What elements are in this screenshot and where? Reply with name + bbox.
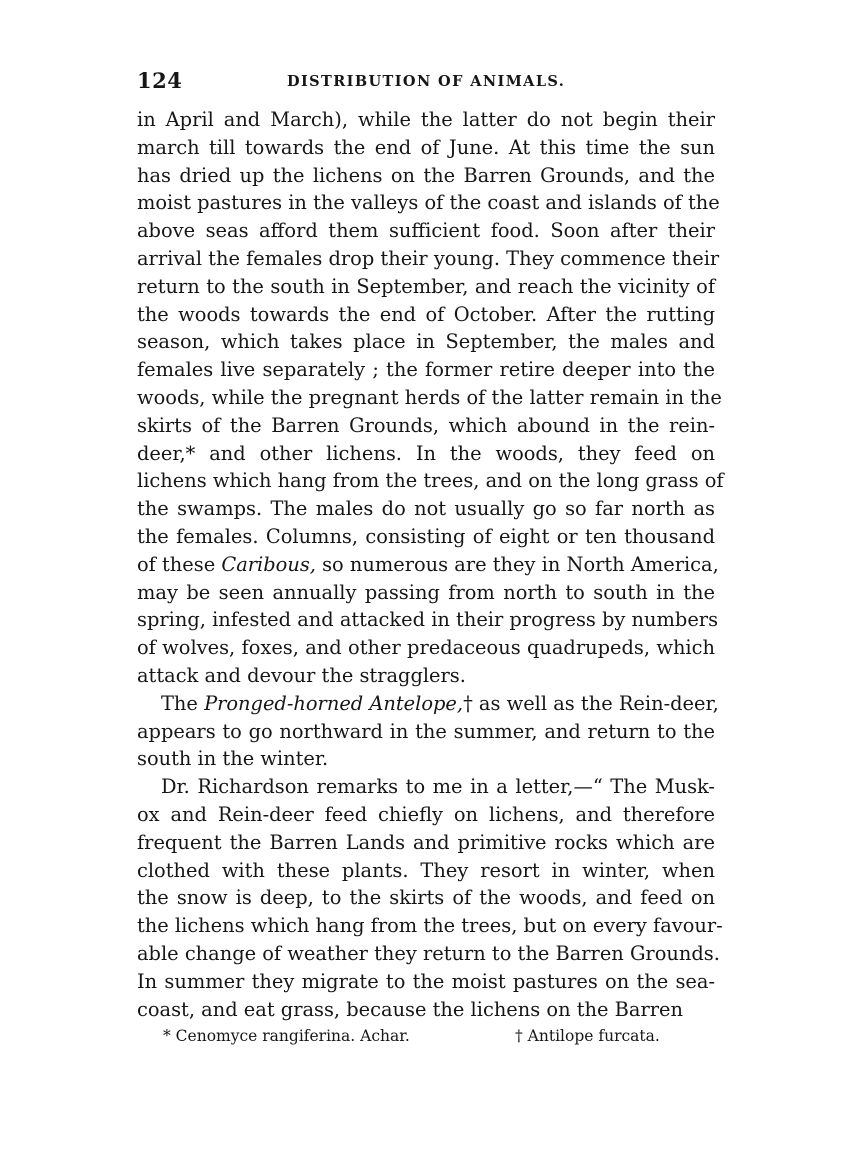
text-line: return to the south in September, and reach the vicinity of — [137, 274, 715, 298]
italic-phrase: Caribous, — [221, 552, 316, 576]
footnotes — [137, 1025, 715, 1051]
text-line: may be seen annually passing from north to south in the — [137, 580, 715, 604]
text-line: ox and Rein-deer feed chiefly on lichens, and therefore — [137, 802, 715, 826]
text-line: the swamps. The males do not usually go so far north as — [137, 497, 715, 521]
footnote-2: † Antilope furcata. — [515, 1027, 660, 1046]
text-line: frequent the Barren Lands and primitive rocks which are — [137, 830, 715, 854]
text-line: the lichens which hang from the trees, but on every favour- — [137, 914, 723, 938]
footnote-1: * Cenomyce rangiferina. Achar. — [163, 1027, 410, 1046]
text-line: appears to go northward in the summer, and return to the — [137, 719, 715, 743]
italic-phrase: Pronged-horned Antelope, — [204, 691, 464, 715]
text-line: clothed with these plants. They resort in winter, when — [137, 858, 715, 882]
text-line: lichens which hang from the trees, and on the long grass of — [137, 469, 724, 493]
text-line: above seas afford them sufficient food. Soon after their — [137, 219, 715, 243]
text-line: deer,* and other lichens. In the woods, they feed on — [137, 441, 715, 465]
text-line: the woods towards the end of October. After the rutting — [137, 302, 715, 326]
text-line: attack and devour the stragglers. — [137, 663, 466, 687]
text-line: has dried up the lichens on the Barren Grounds, and the — [137, 163, 715, 187]
text-line: of wolves, foxes, and other predaceous quadrupeds, which — [137, 636, 715, 660]
text-line: coast, and eat grass, because the lichens on the Barren — [137, 997, 683, 1021]
text-line: The Pronged-horned Antelope,† as well as the Rein-deer, — [161, 691, 719, 715]
text-line: spring, infested and attacked in their progress by numbers — [137, 608, 719, 632]
text-line: south in the winter. — [137, 747, 329, 771]
running-head — [137, 68, 715, 98]
text-line: the females. Columns, consisting of eight or ten thousand — [137, 524, 715, 548]
text-line: moist pastures in the valleys of the coast and islands of the — [137, 191, 720, 215]
body-text — [137, 106, 724, 1023]
text-line: females live separately ; the former retire deeper into the — [137, 358, 715, 382]
text-line: march till towards the end of June. At this time the sun — [137, 135, 715, 159]
text-line: the snow is deep, to the skirts of the woods, and feed on — [137, 886, 715, 910]
text-line: Dr. Richardson remarks to me in a letter,—“ The Musk- — [161, 775, 715, 799]
text-line: skirts of the Barren Grounds, which abound in the rein- — [137, 413, 715, 437]
text-line: in April and March), while the latter do not begin their — [137, 108, 715, 131]
running-title: DISTRIBUTION OF ANIMALS. — [287, 73, 566, 90]
text-line: woods, while the pregnant herds of the latter remain in the — [137, 385, 722, 409]
book-page — [137, 68, 724, 1051]
page-number: 124 — [137, 68, 183, 93]
text-line: able change of weather they return to the Barren Grounds. — [137, 941, 720, 965]
text-line: In summer they migrate to the moist pastures on the sea- — [137, 969, 715, 993]
text-line: of these Caribous, so numerous are they in North America, — [137, 552, 719, 576]
text-line: season, which takes place in September, the males and — [137, 330, 715, 354]
text-line: arrival the females drop their young. They commence their — [137, 246, 720, 270]
